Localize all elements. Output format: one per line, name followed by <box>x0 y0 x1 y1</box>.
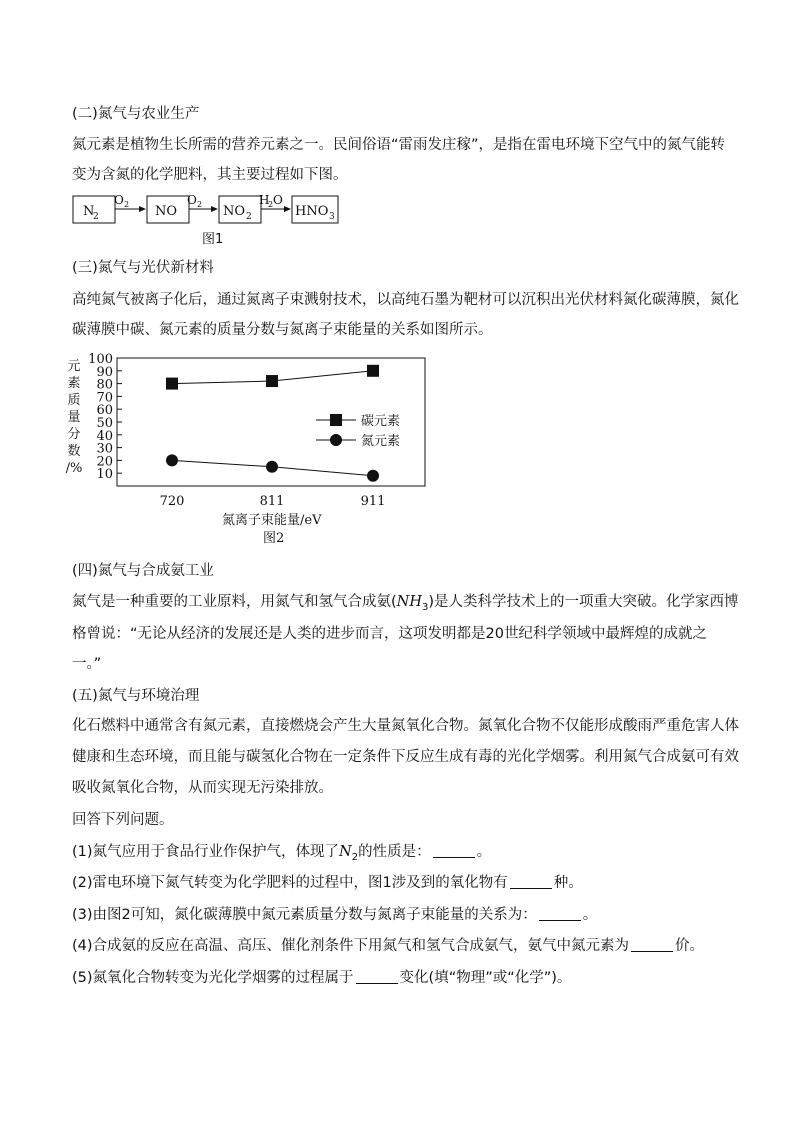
formula-sub: 3 <box>422 601 429 613</box>
text-span: )是人类科学技术上的一项重大突破。化学家西博 <box>428 594 739 610</box>
y-label-char: 质 <box>67 393 81 408</box>
y-tick-label: 100 <box>88 352 113 367</box>
data-point-square <box>266 375 278 387</box>
arrow-head <box>284 206 291 212</box>
paragraph-line: 一。” <box>72 656 102 672</box>
x-tick-label: 720 <box>159 494 185 509</box>
flow-box-no <box>147 196 189 223</box>
y-label-char: 数 <box>67 444 81 459</box>
answer-blank[interactable] <box>510 874 552 889</box>
data-point-square <box>166 378 178 390</box>
data-point-circle <box>266 461 278 473</box>
y-tick-label: 80 <box>96 377 113 393</box>
y-label-char: 分 <box>67 427 81 442</box>
legend-label: 氮元素 <box>361 434 401 449</box>
text-span: 。 <box>582 907 598 923</box>
paragraph-line: 回答下列问题。 <box>72 812 174 828</box>
flow-box-hno3 <box>292 196 338 223</box>
text-span: 变化(填“物理”或“化学”)。 <box>399 970 572 986</box>
answer-blank[interactable] <box>631 937 673 952</box>
section-heading: (五)氮气与环境治理 <box>72 688 200 704</box>
flow-box-n2 <box>73 196 115 223</box>
paragraph-line: 吸收氮氧化合物，从而实现无污染排放。 <box>72 780 333 796</box>
x-ticks <box>160 494 386 509</box>
legend-marker-circle <box>330 434 342 446</box>
arrow-reagent-sub: 2 <box>268 200 274 209</box>
formula-n2: N <box>339 844 352 860</box>
x-tick-label: 811 <box>259 494 285 509</box>
arrow-reagent-sub: 2 <box>124 200 130 209</box>
arrow-reagent: H <box>259 193 270 207</box>
section-heading: (三)氮气与光伏新材料 <box>72 260 214 276</box>
y-tick-label: 40 <box>96 428 113 444</box>
y-tick-label: 50 <box>96 416 113 431</box>
text-span: 价。 <box>675 938 705 954</box>
box-label: HNO <box>295 204 329 219</box>
paragraph-line: 氮元素是植物生长所需的营养元素之一。民间俗语“雷雨发庄稼”，是指在雷电环境下空气中的氮气能转 <box>72 137 726 153</box>
box-label-sub: 2 <box>246 212 252 222</box>
data-point-square <box>367 365 379 377</box>
arrow-reagent-tail: O <box>273 193 283 207</box>
figure-2-caption: 图2 <box>263 531 285 546</box>
paragraph-line: 健康和生态环境，而且能与碳氢化合物在一定条件下反应生成有毒的光化学烟雾。利用氮气合成氨可有效 <box>72 749 739 765</box>
data-point-circle <box>367 470 379 482</box>
paragraph-line: 变为含氮的化学肥料，其主要过程如下图。 <box>72 167 348 183</box>
question-3 <box>72 905 597 925</box>
arrow-head <box>211 206 218 212</box>
paragraph-line: 化石燃料中通常含有氮元素，直接燃烧会产生大量氮氧化合物。氮氧化合物不仅能形成酸雨严重危害人体 <box>72 718 739 734</box>
text-span: (3)由图2可知，氮化碳薄膜中氮元素质量分数与氮离子束能量的关系为： <box>72 907 537 923</box>
paragraph-line: 格曾说：“无论从经济的发展还是人类的进步而言，这项发明都是20世纪科学领域中最辉煌的成就之 <box>72 626 707 642</box>
arrow-reagent: O <box>187 193 197 207</box>
x-tick-label: 911 <box>360 494 386 509</box>
y-label-char: 元 <box>67 359 81 374</box>
answer-blank[interactable] <box>539 906 581 921</box>
flow-box-no2 <box>219 196 261 223</box>
question-2 <box>72 873 583 893</box>
text-span: 。 <box>476 844 492 860</box>
text-span: (5)氮氧化合物转变为光化学烟雾的过程属于 <box>72 970 354 986</box>
question-5 <box>72 968 571 988</box>
legend <box>316 413 400 449</box>
data-point-circle <box>166 454 178 466</box>
answer-blank[interactable] <box>356 969 398 984</box>
y-tick-label: 70 <box>96 390 113 406</box>
arrow-head <box>139 206 146 212</box>
series-layer <box>166 365 379 482</box>
y-tick-label: 30 <box>96 441 113 457</box>
text-span: (2)雷电环境下氮气转变为化学肥料的过程中，图1涉及到的氧化物有 <box>72 875 508 891</box>
figure-1-caption: 图1 <box>202 232 224 247</box>
paragraph-line: 碳薄膜中碳、氮元素的质量分数与氮离子束能量的关系如图所示。 <box>72 322 493 338</box>
section-heading: (四)氮气与合成氨工业 <box>72 563 214 579</box>
box-label: NO <box>155 204 178 219</box>
text-span: (1)氮气应用于食品行业作保护气，体现了 <box>72 844 340 860</box>
answer-blank[interactable] <box>433 843 475 858</box>
legend-label: 碳元素 <box>361 414 401 429</box>
y-label-char: 量 <box>67 410 81 425</box>
y-label-char: 素 <box>67 376 81 391</box>
box-label: N <box>83 204 95 219</box>
box-label-sub: 2 <box>93 212 99 222</box>
box-label: NO <box>223 204 246 219</box>
arrow-reagent-sub: 2 <box>197 200 203 209</box>
formula-sub: 2 <box>351 851 359 863</box>
paragraph-line <box>72 592 739 618</box>
y-tick-label: 60 <box>96 403 113 419</box>
box-label-sub: 3 <box>329 212 335 222</box>
y-tick-label: 20 <box>96 454 113 470</box>
text-span: 种。 <box>553 875 583 891</box>
paragraph-line: 高纯氮气被离子化后，通过氮离子束溅射技术，以高纯石墨为靶材可以沉积出光伏材料氮化碳薄膜，氮化 <box>72 292 739 308</box>
question-1 <box>72 842 491 868</box>
legend-marker-square <box>330 414 342 426</box>
y-tick-label: 10 <box>96 467 113 483</box>
text-span: (4)合成氨的反应在高温、高压、催化剂条件下用氮气和氢气合成氨气，氨气中氮元素为 <box>72 938 630 954</box>
text-span: 的性质是： <box>358 844 431 860</box>
y-label-char: /% <box>65 461 83 476</box>
question-4 <box>72 936 704 956</box>
formula-nh3: NH <box>396 594 422 610</box>
x-axis-label: 氮离子束能量/eV <box>222 513 322 528</box>
section-heading: (二)氮气与农业生产 <box>72 106 200 122</box>
arrow-reagent: O <box>114 193 124 207</box>
figure-2-chart <box>60 348 440 548</box>
y-tick-label: 90 <box>96 364 113 380</box>
text-span: 氮气是一种重要的工业原料，用氮气和氢气合成氨( <box>72 594 397 610</box>
y-axis-label <box>66 359 83 476</box>
